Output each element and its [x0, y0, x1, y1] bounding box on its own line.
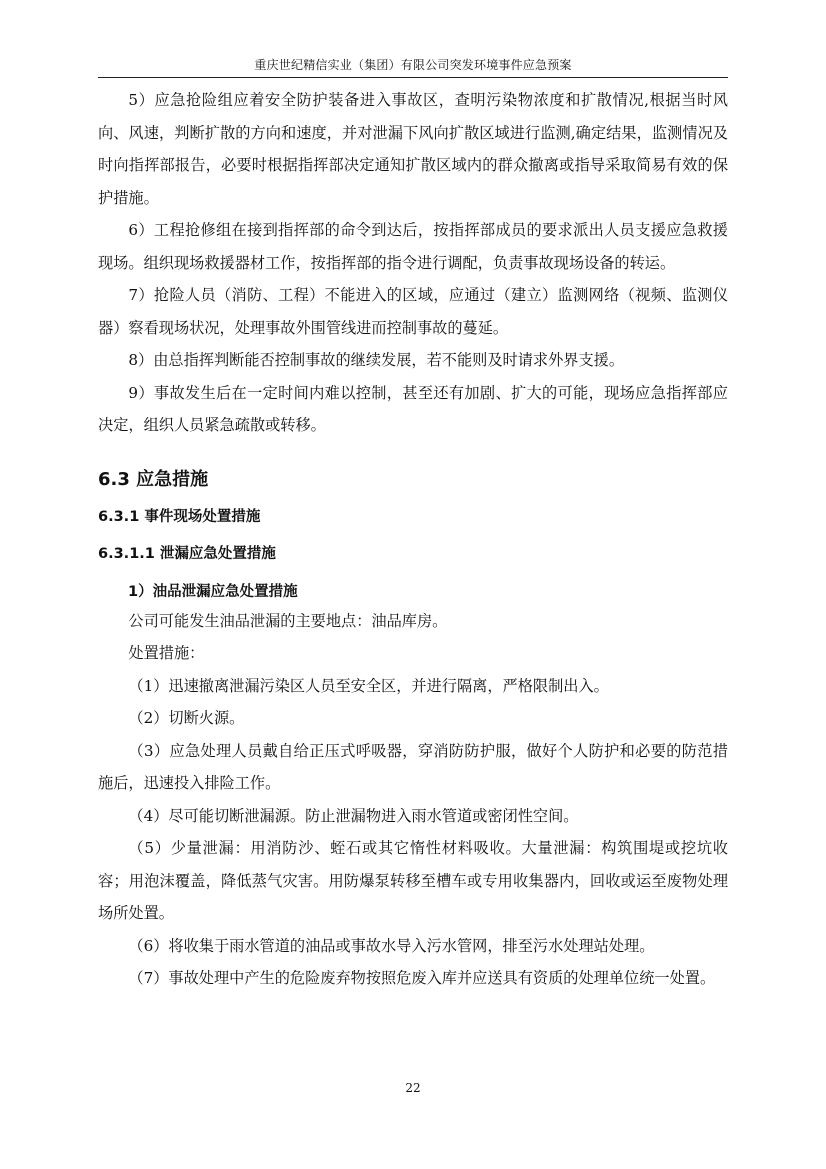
paragraph-6: 6）工程抢修组在接到指挥部的命令到达后，按指挥部成员的要求派出人员支援应急救援现场。组织现场救援器材工作，按指挥部的指令进行调配，负责事故现场设备的转运。: [98, 221, 728, 272]
paragraph-9: 9）事故发生后在一定时间内难以控制，甚至还有加剧、扩大的可能，现场应急指挥部应决定，组织人员紧急疏散或转移。: [98, 383, 728, 434]
section-heading-6-3-1: 6.3.1 事件现场处置措施: [98, 508, 261, 525]
measures-label: 处置措施：: [128, 644, 205, 662]
measure-2: （2）切断火源。: [128, 709, 245, 727]
page-header: 重庆世纪精信实业（集团）有限公司突发环境事件应急预案: [254, 58, 572, 72]
measure-6: （6）将收集于雨水管道的油品或事故水导入污水管网，排至污水处理站处理。: [128, 936, 655, 955]
paragraph-7: 7）抢险人员（消防、工程）不能进入的区域，应通过（建立）监测网络（视频、监测仪器）察看现场状况，处理事故外围管线进而控制事故的蔓延。: [98, 286, 728, 337]
header-rule: [98, 77, 728, 78]
measure-3: （3）应急处理人员戴自给正压式呼吸器，穿消防防护服，做好个人防护和必要的防范措施后，迅速投入排险工作。: [98, 741, 728, 792]
paragraph-8: 8）由总指挥判断能否控制事故的继续发展，若不能则及时请求外界支援。: [128, 351, 625, 369]
page-content: [98, 84, 728, 995]
measure-4: （4）尽可能切断泄漏源。防止泄漏物进入雨水管道或密闭性空间。: [128, 806, 579, 825]
paragraph-5: 5）应急抢险组应着安全防护装备进入事故区，查明污染物浓度和扩散情况,根据当时风向、风速，判断扩散的方向和速度，并对泄漏下风向扩散区域进行监测,确定结果，监测情况及时向指挥部报告，必要时根据指挥部决定通知扩散区域内的群众撤离或指导采取简易有效的保护措施。: [98, 91, 728, 207]
page-number: 22: [405, 1081, 421, 1095]
location-text: 公司可能发生油品泄漏的主要地点：油品库房。: [128, 611, 448, 630]
measure-5: （5）少量泄漏：用消防沙、蛭石或其它惰性材料吸收。大量泄漏：构筑围堤或挖坑收容；用泡沫覆盖，降低蒸气灾害。用防爆泵转移至槽车或专用收集器内，回收或运至废物处理场所处置。: [98, 839, 728, 922]
section-heading-6-3: 6.3 应急措施: [98, 468, 209, 490]
measure-1: （1）迅速撤离泄漏污染区人员至安全区，并进行隔离，严格限制出入。: [128, 676, 609, 695]
measure-7: （7）事故处理中产生的危险废弃物按照危废入库并应送具有资质的处理单位统一处置。: [128, 969, 716, 987]
section-heading-6-3-1-1: 6.3.1.1 泄漏应急处置措施: [98, 545, 276, 562]
subsection-heading-oil-leak: 1）油品泄漏应急处置措施: [128, 583, 298, 600]
